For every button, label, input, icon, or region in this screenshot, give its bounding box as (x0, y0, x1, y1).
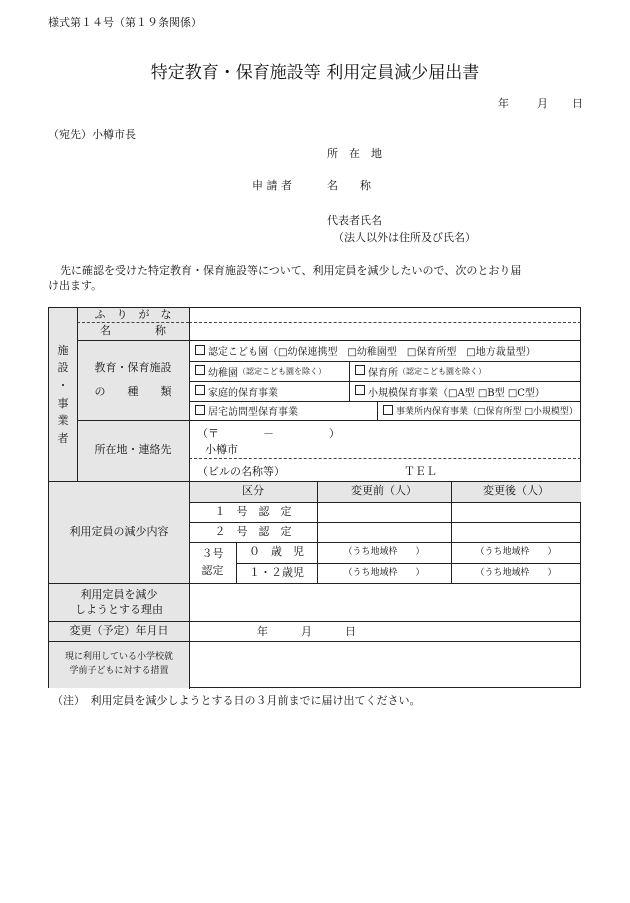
furigana-field[interactable] (191, 309, 579, 321)
date-year: 年 (498, 97, 509, 110)
type-nintei-label: 認定こども園（□幼保連携型 □幼稚園型 □保育所型 □地方裁量型） (208, 347, 536, 358)
after-12-within[interactable]: （うち地域枠 ） (475, 567, 557, 578)
city-text: 小樽市 (205, 443, 238, 456)
representative-note: （法人以外は住所及び氏名） (333, 231, 476, 244)
date-month: 月 (537, 97, 548, 110)
reduction-label: 利用定員の減少内容 (69, 524, 169, 538)
checkbox-icon (195, 405, 208, 417)
facility-name-field[interactable] (191, 324, 579, 339)
furigana-label: ふ り が な (94, 307, 172, 321)
building-field[interactable]: （ビルの名称等） (197, 465, 285, 478)
change-date-field[interactable]: 年 月 日 (257, 625, 356, 638)
type-youchien-checkbox[interactable] (195, 361, 326, 381)
type-hoikusho-label: 保育所 (368, 367, 398, 379)
before-12-within[interactable]: （うち地域枠 ） (343, 567, 425, 578)
measures-label: 現に利用している小学校就 学前子どもに対する措置 (64, 652, 173, 676)
checkbox-icon (195, 345, 208, 357)
form-number: 様式第１４号（第１９条関係） (48, 16, 202, 29)
type-shoukibo-checkbox[interactable] (355, 381, 545, 401)
before-0-within[interactable]: （うち地域枠 ） (343, 547, 425, 558)
type-jigyousho-label: 事業所内保育事業（□保育所型 □小規模型） (396, 407, 578, 417)
postal-code-field[interactable]: （〒 － ） (197, 427, 340, 440)
type-katei-checkbox[interactable] (195, 381, 278, 401)
facility-name-label: 名 称 (100, 323, 166, 337)
row-3gou-age12: １・２歳児 (249, 565, 304, 579)
footnote: （注） 利用定員を減少しようとする日の３月前までに届け出てください。 (52, 694, 421, 707)
type-kyotaku-checkbox[interactable] (195, 401, 298, 420)
type-shoukibo-label: 小規模保育事業（□A型 □B型 □C型） (368, 387, 545, 399)
checkbox-icon (383, 405, 396, 417)
checkbox-icon (195, 385, 208, 397)
intro-text-1: 先に確認を受けた特定教育・保育施設等について、利用定員を減少したいので、次のとおり届 (60, 264, 522, 277)
representative-label: 代表者氏名 (327, 214, 382, 227)
name-label: 名 称 (327, 179, 371, 192)
checkbox-icon (355, 365, 368, 377)
row-3gou-label: ３号 認定 (201, 547, 224, 577)
checkbox-icon (355, 385, 368, 397)
location-label: 所 在 地 (327, 147, 382, 160)
application-form (48, 307, 581, 688)
col-kubun: 区分 (242, 484, 264, 498)
facility-type-label: 教育・保育施設 の 種 類 (94, 360, 172, 398)
contact-label: 所在地・連絡先 (94, 443, 172, 457)
section-facility-label: 施 設 ・ 事 業 者 (57, 343, 69, 445)
reason-label: 利用定員を減少 しようとする理由 (75, 587, 163, 616)
row-2gou: ２ 号 認 定 (214, 524, 292, 538)
type-katei-label: 家庭的保育事業 (208, 387, 278, 399)
type-hoikusho-checkbox[interactable] (355, 361, 486, 381)
type-kyotaku-label: 居宅訪問型保育事業 (208, 407, 298, 418)
type-hoikusho-note: （認定こども園を除く） (398, 366, 486, 376)
applicant-label: 申 請 者 (252, 179, 292, 192)
addressee: （宛先）小樽市長 (48, 128, 136, 141)
type-youchien-note: （認定こども園を除く） (238, 366, 326, 376)
row-3gou-age0: ０ 歳 児 (249, 545, 304, 559)
checkbox-icon (195, 365, 208, 377)
col-after: 変更後（人） (483, 484, 549, 498)
type-nintei-checkbox[interactable] (195, 340, 536, 361)
col-before: 変更前（人） (351, 484, 417, 498)
tel-field[interactable]: ＴＥＬ (404, 465, 437, 478)
page-title: 特定教育・保育施設等 利用定員減少届出書 (150, 63, 480, 83)
date-day: 日 (572, 97, 583, 110)
intro-text-2: け出ます。 (48, 279, 103, 292)
change-date-label: 変更（予定）年月日 (69, 623, 169, 637)
row-1gou: １ 号 認 定 (214, 504, 292, 518)
type-jigyousho-checkbox[interactable] (383, 401, 578, 420)
type-youchien-label: 幼稚園 (208, 367, 238, 379)
after-0-within[interactable]: （うち地域枠 ） (475, 547, 557, 558)
